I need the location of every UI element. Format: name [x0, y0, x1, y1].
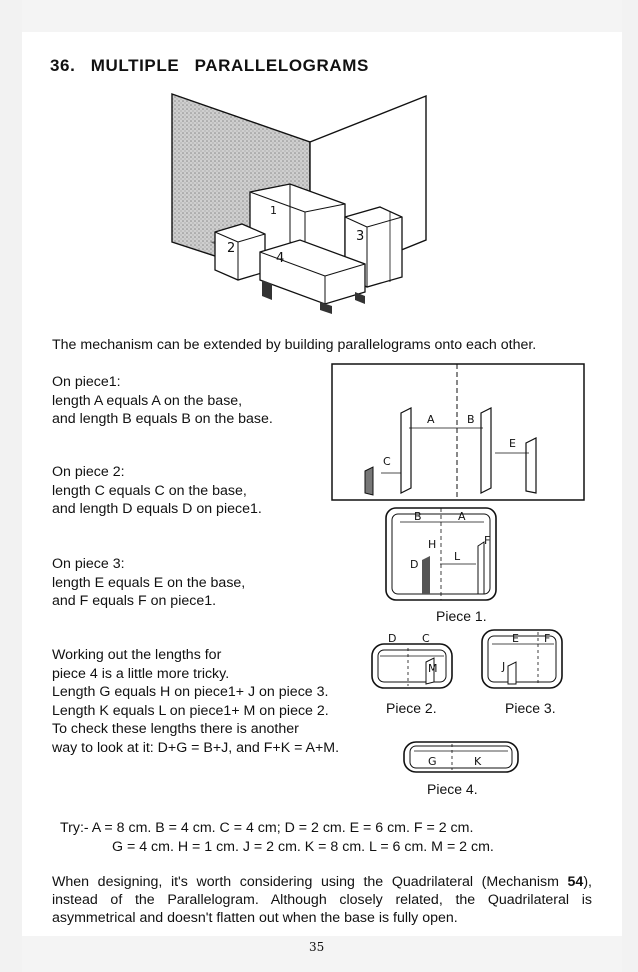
dim-label-k: K	[474, 755, 482, 768]
dim-label-f: F	[544, 632, 551, 645]
dim-label-l: L	[454, 550, 461, 563]
piece3-line: length E equals E on the base,	[52, 574, 246, 591]
piece2-line: length C equals C on the base,	[52, 482, 247, 499]
piece3-line: and F equals F on piece1.	[52, 593, 217, 609]
mechanism-number: 54	[567, 874, 584, 890]
dim-label-d: D	[388, 632, 397, 645]
piece2-line: On piece 2:	[52, 464, 125, 480]
piece2-line: and length D equals D on piece1.	[52, 501, 262, 517]
section-number: 36.	[50, 56, 76, 75]
piece4-line: Length G equals H on piece1+ J on piece 3.	[52, 684, 329, 700]
page-title	[50, 56, 369, 76]
piece2-diagram	[368, 632, 456, 692]
dim-label-b: B	[467, 413, 475, 426]
try-line-1: A = 8 cm. B = 4 cm. C = 4 cm; D = 2 cm. E = 6 cm. F = 2 cm.	[91, 820, 474, 836]
caption-piece-3: Piece 3.	[505, 700, 556, 716]
closing-paragraph	[52, 873, 592, 927]
piece1-line: On piece1:	[52, 374, 121, 390]
piece-4-number: 4	[276, 251, 285, 266]
page-number: 35	[309, 940, 325, 954]
caption-piece-1: Piece 1.	[436, 608, 487, 624]
dim-label-a: A	[427, 413, 435, 426]
popup-illustration	[170, 92, 430, 322]
dim-label-f: F	[484, 534, 491, 547]
dim-label-b: B	[414, 510, 422, 523]
dim-label-h: H	[428, 538, 437, 551]
piece2-instructions	[52, 463, 262, 519]
try-label: Try:-	[60, 820, 89, 836]
dim-label-m: M	[428, 662, 438, 675]
section-title: MULTIPLE PARALLELOGRAMS	[90, 56, 369, 75]
piece4-diagram	[402, 738, 520, 776]
piece-2-number: 2	[227, 241, 236, 256]
try-line-2: G = 4 cm. H = 1 cm. J = 2 cm. K = 8 cm. L = 6 cm. M = 2 cm.	[112, 839, 494, 855]
piece1-diagram	[380, 506, 502, 602]
base-diagram	[331, 363, 585, 501]
piece4-instructions	[52, 646, 339, 757]
try-values	[60, 819, 494, 857]
piece3-instructions	[52, 555, 245, 611]
dim-label-a: A	[458, 510, 466, 523]
caption-piece-4: Piece 4.	[427, 781, 478, 797]
dim-label-g: G	[428, 755, 437, 768]
intro-text: The mechanism can be extended by building parallelograms onto each other.	[52, 337, 537, 353]
piece1-line: and length B equals B on the base.	[52, 411, 273, 427]
piece4-line: Working out the lengths for	[52, 647, 222, 663]
piece4-line: Length K equals L on piece1+ M on piece 2.	[52, 702, 329, 719]
piece1-instructions	[52, 373, 273, 429]
closing-text-start: When designing, it's worth considering using the Quadrilateral (Mechanism	[52, 874, 559, 890]
piece-2-shape	[215, 224, 265, 280]
piece1-line: length A equals A on the base,	[52, 392, 243, 409]
piece3-line: On piece 3:	[52, 556, 125, 572]
piece4-line: piece 4 is a little more tricky.	[52, 665, 230, 682]
piece4-line: way to look at it: D+G = B+J, and F+K = A+M.	[52, 739, 340, 756]
closing-text-end: ), instead of the Parallelogram. Although closely related, the Quadrilateral is asymmetrical and doesn't flatten out when the base is fully open.	[52, 874, 592, 926]
dim-label-j: J	[502, 660, 506, 673]
dim-label-c: C	[422, 632, 430, 645]
piece4-line: To check these lengths there is another	[52, 721, 299, 737]
piece-3-number: 3	[356, 229, 365, 244]
dim-label-e: E	[509, 437, 516, 450]
caption-piece-2: Piece 2.	[386, 700, 437, 716]
dim-label-e: E	[512, 632, 519, 645]
piece-1-number: 1	[270, 204, 277, 217]
piece3-diagram	[480, 626, 564, 690]
dim-label-d: D	[410, 558, 419, 571]
dim-label-c: C	[383, 455, 391, 468]
